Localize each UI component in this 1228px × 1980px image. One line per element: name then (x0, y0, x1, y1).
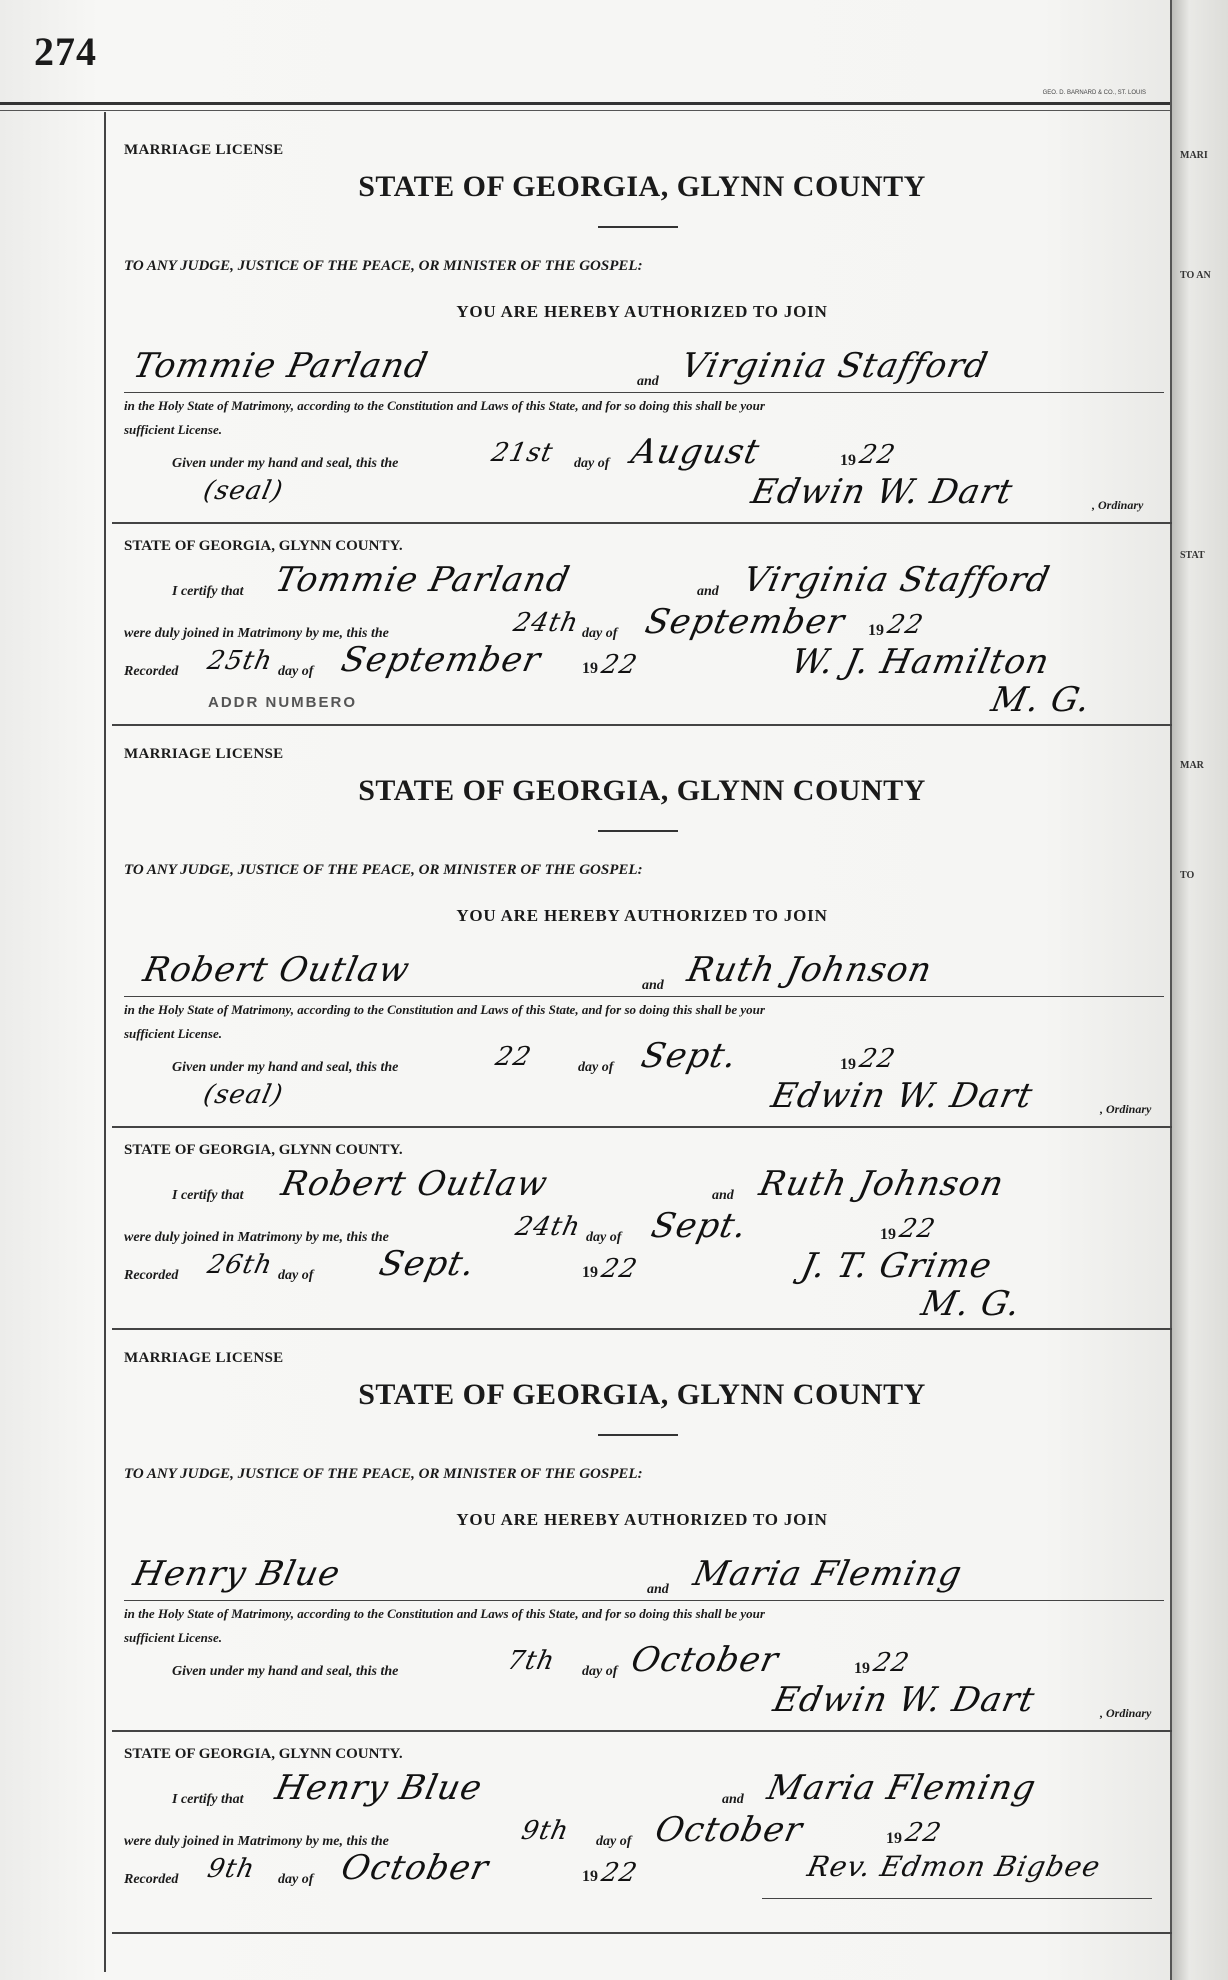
cert-groom: Tommie Parland (271, 560, 574, 600)
faded-stamp: ADDR NUMBERO (208, 694, 357, 711)
license-day: 21st (488, 438, 557, 468)
year-prefix: 19 (880, 1226, 896, 1243)
day-of-label: day of (278, 664, 314, 679)
day-of-label: day of (582, 626, 618, 641)
license-year: 22 (870, 1648, 913, 1678)
stub-text: TO (1180, 870, 1195, 881)
cert-heading: STATE OF GEORGIA, GLYNN COUNTY. (124, 1746, 403, 1762)
authorized-line: YOU ARE HEREBY AUTHORIZED TO JOIN (456, 1510, 828, 1529)
publisher-imprint: GEO. D. BARNARD & CO., ST. LOUIS (1042, 90, 1146, 96)
year-prefix: 19 (582, 1868, 598, 1885)
license-month: Sept. (637, 1036, 741, 1076)
day-of-label: day of (578, 1060, 614, 1075)
ordinary-label: , Ordinary (1100, 1706, 1152, 1720)
certify-text: I certify that (172, 1792, 244, 1807)
duly-joined-text: were duly joined in Matrimony by me, this the (124, 1230, 389, 1245)
license-year: 22 (856, 1044, 899, 1074)
ordinary-signature: Edwin W. Dart (747, 472, 1017, 512)
marriage-day: 24th (510, 608, 582, 638)
matrimony-text: in the Holy State of Matrimony, according to the Constitution and Laws of this State, and for so doing this shall be your (124, 398, 765, 413)
officiant-signature: Rev. Edmon Bigbee (804, 1850, 1104, 1883)
marriage-month: Sept. (647, 1206, 751, 1246)
top-rule-thin (0, 110, 1170, 111)
license-cert-separator (112, 522, 1172, 524)
recorded-month: October (337, 1848, 493, 1888)
names-line (124, 996, 1164, 997)
names-line (124, 1600, 1164, 1601)
recorded-year: 22 (598, 1858, 641, 1888)
recorded-label: Recorded (124, 664, 179, 679)
given-under-text: Given under my hand and seal, this the (172, 1060, 399, 1075)
year-prefix: 19 (886, 1830, 902, 1847)
ordinary-label: , Ordinary (1092, 498, 1144, 512)
license-day: 22 (492, 1042, 535, 1072)
recorded-month: Sept. (375, 1244, 479, 1284)
and-label: and (642, 978, 664, 993)
groom-name: Tommie Parland (129, 346, 432, 386)
left-margin-rule (104, 112, 106, 1972)
and-label: and (697, 584, 719, 599)
record-separator (112, 1328, 1172, 1330)
marriage-day: 24th (512, 1212, 584, 1242)
day-of-label: day of (596, 1834, 632, 1849)
authorized-line: YOU ARE HEREBY AUTHORIZED TO JOIN (456, 906, 828, 925)
recorded-label: Recorded (124, 1872, 179, 1887)
stub-text: TO AN (1180, 270, 1211, 281)
recorded-day: 26th (204, 1250, 276, 1280)
duly-joined-text: were duly joined in Matrimony by me, this the (124, 1834, 389, 1849)
title-rule (598, 226, 678, 228)
ordinary-signature: Edwin W. Dart (769, 1680, 1039, 1720)
marriage-year: 22 (884, 610, 927, 640)
year-prefix: 19 (582, 660, 598, 677)
day-of-label: day of (278, 1872, 314, 1887)
given-under-text: Given under my hand and seal, this the (172, 1664, 399, 1679)
officiant-signature: W. J. Hamilton (787, 642, 1054, 682)
marriage-month: September (641, 602, 849, 642)
state-title: STATE OF GEORGIA, GLYNN COUNTY (358, 774, 926, 807)
and-label: and (712, 1188, 734, 1203)
sufficient-text: sufficient License. (124, 1630, 222, 1645)
recorded-year: 22 (598, 650, 641, 680)
matrimony-text: in the Holy State of Matrimony, according to the Constitution and Laws of this State, and for so doing this shall be your (124, 1606, 765, 1621)
sufficient-text: sufficient License. (124, 1026, 222, 1041)
cert-bride: Ruth Johnson (755, 1164, 1008, 1204)
ordinary-signature: Edwin W. Dart (767, 1076, 1037, 1116)
seal-mark: (seal) (200, 476, 287, 506)
record-heading: MARRIAGE LICENSE (124, 1350, 284, 1366)
top-rule (0, 102, 1170, 105)
marriage-month: October (651, 1810, 807, 1850)
day-of-label: day of (582, 1664, 618, 1679)
license-year: 22 (856, 440, 899, 470)
officiant-title: M. G. (917, 1284, 1025, 1324)
cert-heading: STATE OF GEORGIA, GLYNN COUNTY. (124, 1142, 403, 1158)
year-prefix: 19 (854, 1660, 870, 1677)
cert-bride: Maria Fleming (763, 1768, 1040, 1808)
day-of-label: day of (586, 1230, 622, 1245)
day-of-label: day of (278, 1268, 314, 1283)
recorded-label: Recorded (124, 1268, 179, 1283)
stub-text: STAT (1180, 550, 1205, 561)
address-line: TO ANY JUDGE, JUSTICE OF THE PEACE, OR MINISTER OF THE GOSPEL: (124, 862, 643, 878)
and-label: and (722, 1792, 744, 1807)
names-line (124, 392, 1164, 393)
marriage-year: 22 (902, 1818, 945, 1848)
authorized-line: YOU ARE HEREBY AUTHORIZED TO JOIN (456, 302, 828, 321)
duly-joined-text: were duly joined in Matrimony by me, this the (124, 626, 389, 641)
cert-groom: Henry Blue (271, 1768, 487, 1808)
cert-heading: STATE OF GEORGIA, GLYNN COUNTY. (124, 538, 403, 554)
day-of-label: day of (574, 456, 610, 471)
license-month: August (627, 432, 764, 472)
cert-bride: Virginia Stafford (739, 560, 1054, 600)
recorded-day: 9th (204, 1854, 258, 1884)
adjacent-page-edge (1170, 0, 1228, 1980)
marriage-record (112, 1350, 1172, 1954)
marriage-day: 9th (518, 1816, 572, 1846)
sufficient-text: sufficient License. (124, 422, 222, 437)
state-title: STATE OF GEORGIA, GLYNN COUNTY (358, 170, 926, 203)
license-cert-separator (112, 1730, 1172, 1732)
officiant-title: M. G. (987, 680, 1095, 720)
bride-name: Ruth Johnson (683, 950, 936, 990)
seal-mark: (seal) (200, 1080, 287, 1110)
recorded-month: September (337, 640, 545, 680)
stub-text: MARI (1180, 150, 1208, 161)
record-heading: MARRIAGE LICENSE (124, 142, 284, 158)
title-rule (598, 1434, 678, 1436)
recorded-day: 25th (204, 646, 276, 676)
record-separator (112, 724, 1172, 726)
address-line: TO ANY JUDGE, JUSTICE OF THE PEACE, OR MINISTER OF THE GOSPEL: (124, 1466, 643, 1482)
certify-text: I certify that (172, 1188, 244, 1203)
marriage-year: 22 (896, 1214, 939, 1244)
year-prefix: 19 (868, 622, 884, 639)
record-heading: MARRIAGE LICENSE (124, 746, 284, 762)
signature-line (762, 1898, 1152, 1899)
groom-name: Henry Blue (129, 1554, 345, 1594)
certify-text: I certify that (172, 584, 244, 599)
year-prefix: 19 (582, 1264, 598, 1281)
groom-name: Robert Outlaw (139, 950, 414, 990)
year-prefix: 19 (840, 1056, 856, 1073)
license-day: 7th (504, 1646, 558, 1676)
license-month: October (627, 1640, 783, 1680)
license-cert-separator (112, 1126, 1172, 1128)
marriage-record (112, 746, 1172, 1350)
page-number: 274 (34, 29, 97, 74)
record-separator (112, 1932, 1172, 1934)
and-label: and (637, 374, 659, 389)
title-rule (598, 830, 678, 832)
state-title: STATE OF GEORGIA, GLYNN COUNTY (358, 1378, 926, 1411)
marriage-record (112, 142, 1172, 746)
recorded-year: 22 (598, 1254, 641, 1284)
address-line: TO ANY JUDGE, JUSTICE OF THE PEACE, OR MINISTER OF THE GOSPEL: (124, 258, 643, 274)
stub-text: MAR (1180, 760, 1204, 771)
cert-groom: Robert Outlaw (277, 1164, 552, 1204)
bride-name: Maria Fleming (689, 1554, 966, 1594)
officiant-signature: J. T. Grime (797, 1246, 996, 1286)
year-prefix: 19 (840, 452, 856, 469)
matrimony-text: in the Holy State of Matrimony, according to the Constitution and Laws of this State, and for so doing this shall be your (124, 1002, 765, 1017)
given-under-text: Given under my hand and seal, this the (172, 456, 399, 471)
and-label: and (647, 1582, 669, 1597)
bride-name: Virginia Stafford (677, 346, 992, 386)
ordinary-label: , Ordinary (1100, 1102, 1152, 1116)
